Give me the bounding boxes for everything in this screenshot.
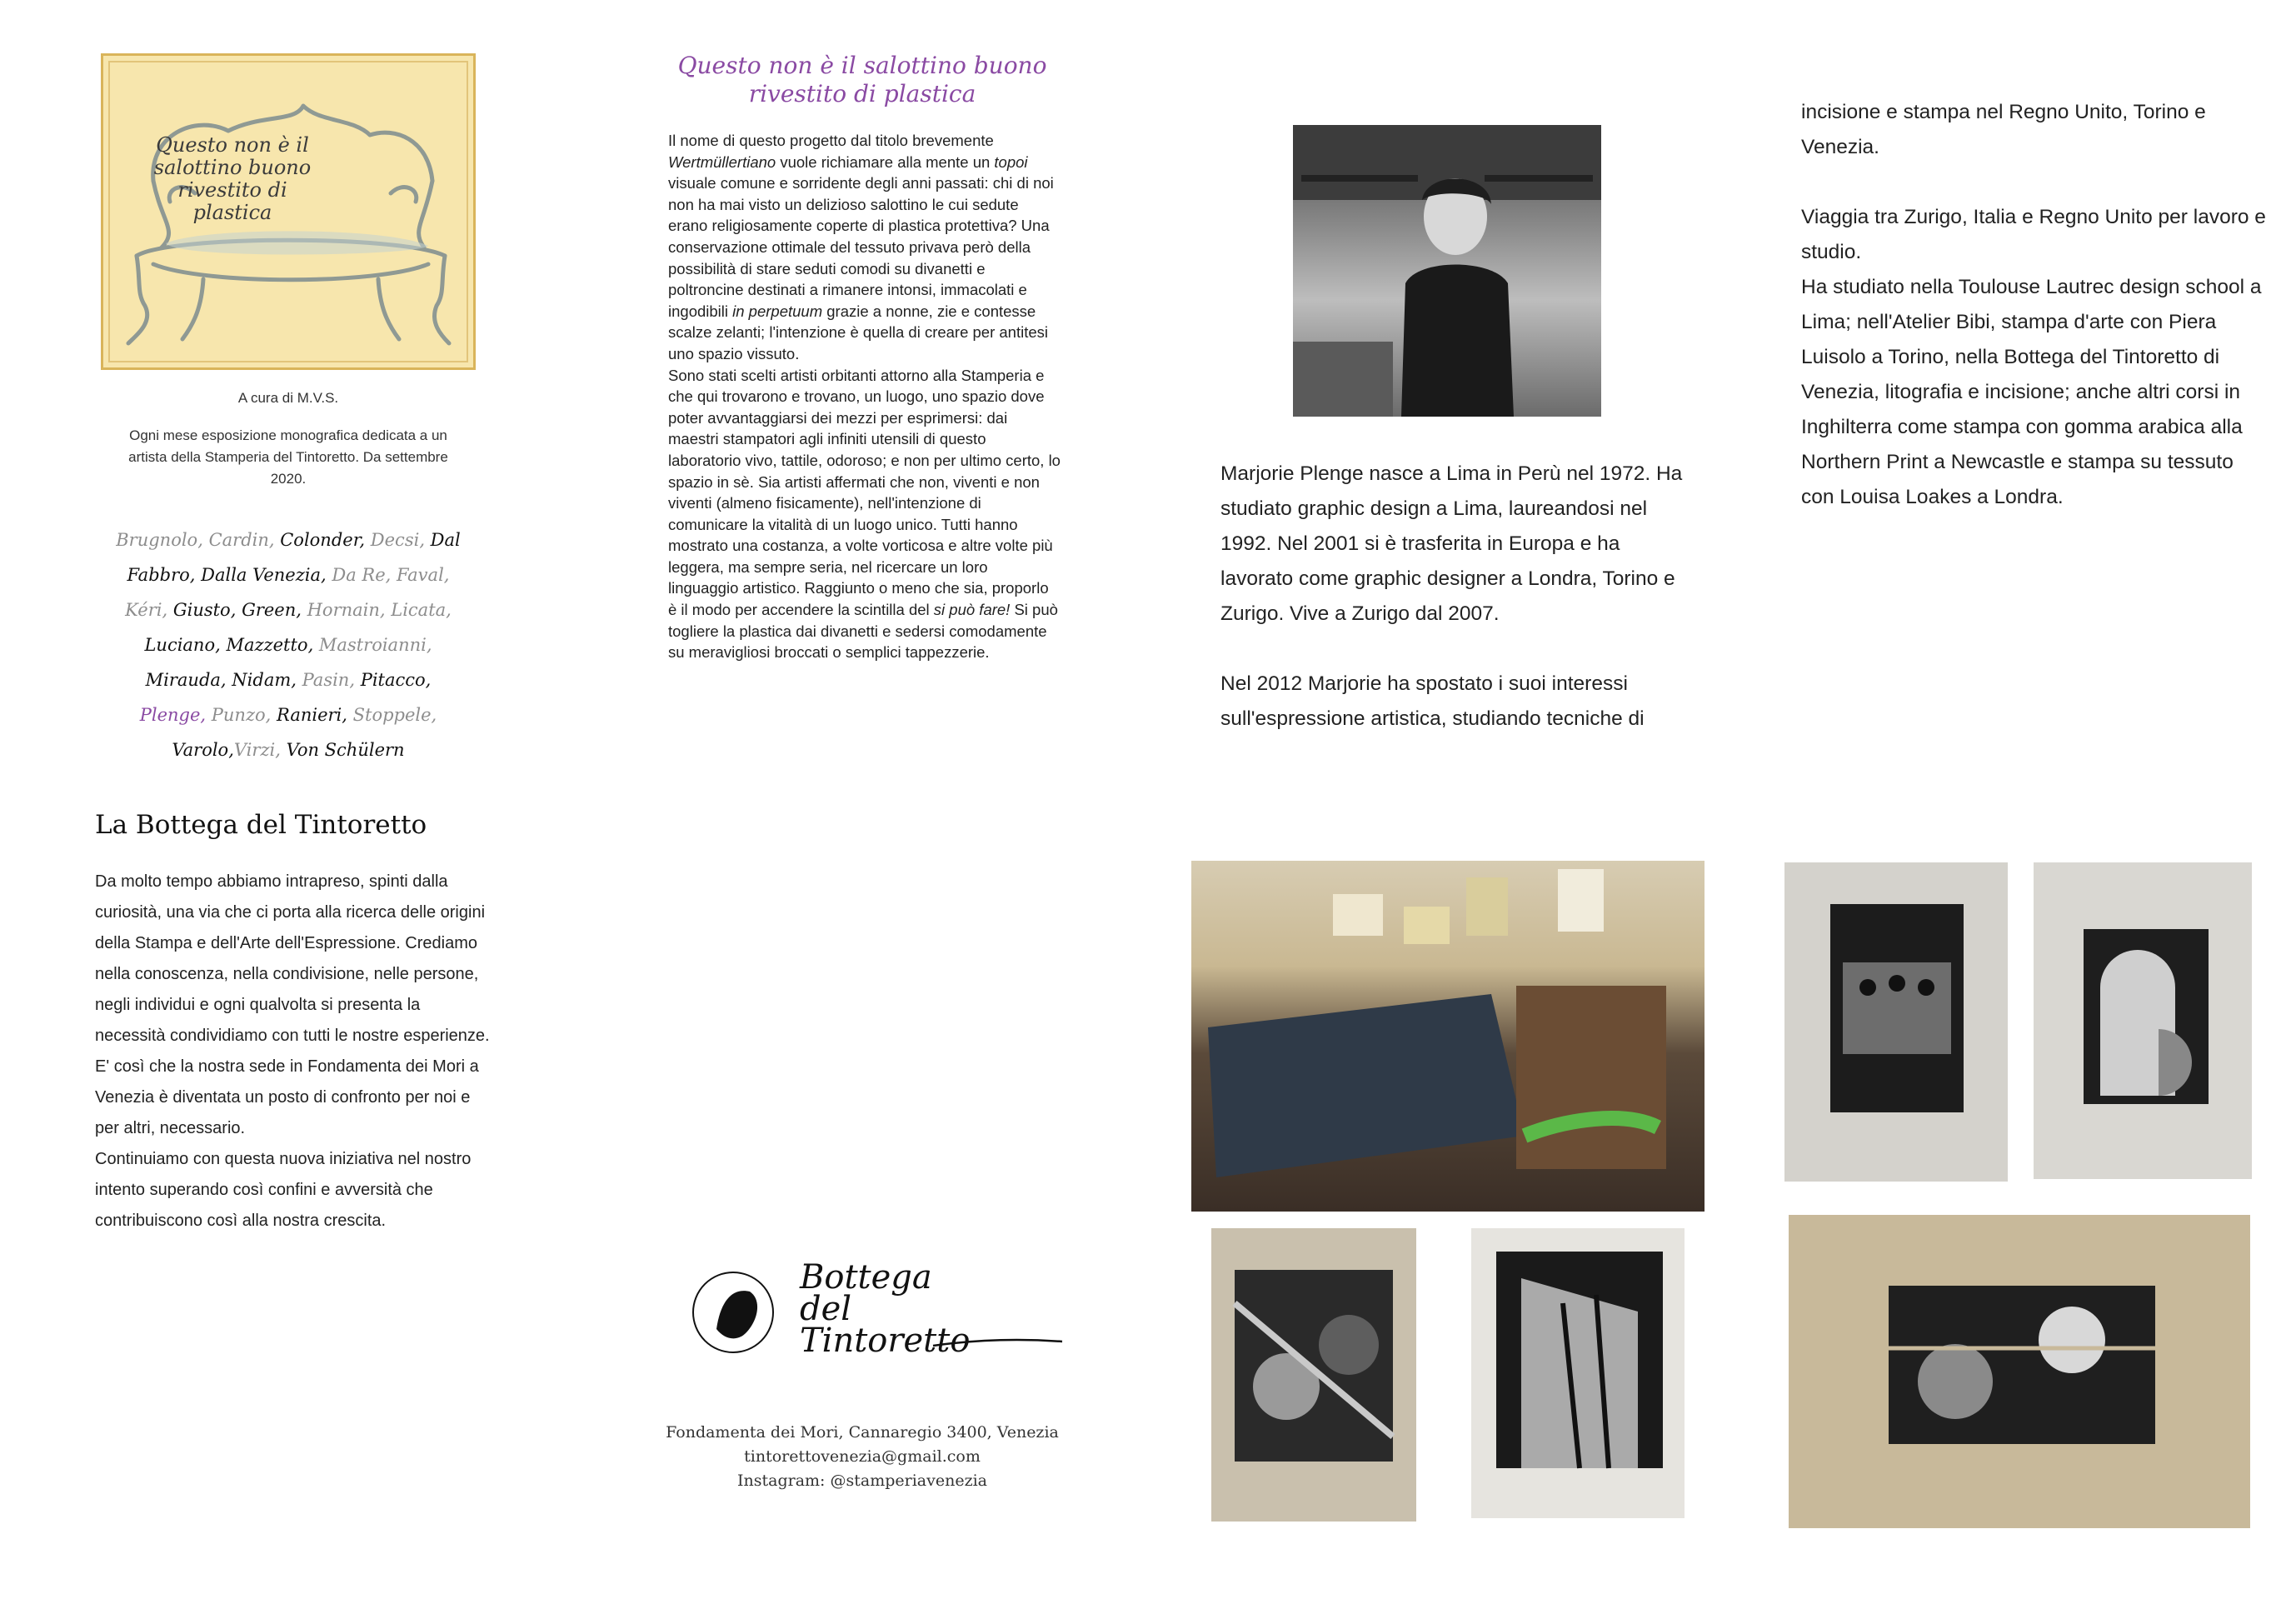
artist-name: Dal (430, 530, 461, 550)
print-artwork (2034, 862, 2252, 1179)
contacts (658, 1421, 1066, 1493)
print-artwork (1789, 1215, 2250, 1528)
intro-text-run: visuale comune e sorridente degli anni passati: chi di noi non ha mai visto un delizioso salottino le cui sedute erano religiosamente coperte di plastica protettiva? Una conservazione ottimale del tessuto privava però della possibilità di stare seduti comodi su divanetti e poltroncine destinati a rimanere intonsi, immacolati e ingodibili (668, 174, 1054, 320)
artist-name: Fabbro, (127, 565, 202, 585)
bottega-paragraph: Continuiamo con questa nuova iniziativa nel nostro intento superando così confini e avversità che contribuiscono così alla nostra crescita. (95, 1150, 472, 1230)
print-artwork (1784, 862, 2008, 1182)
artists-line (108, 662, 468, 697)
artist-bio-part-2 (1801, 95, 2268, 515)
artist-name: Da Re, (332, 565, 397, 585)
cover-image (101, 53, 476, 370)
bottega-paragraph: E' così che la nostra sede in Fondamenta dei Mori a Venezia è diventata un posto di confronto per noi e per altri, necessario. (95, 1057, 479, 1137)
artist-name: Pasin, (302, 670, 361, 690)
artist-name: Von Schülern (286, 740, 405, 760)
bottega-paragraph: Da molto tempo abbiamo intrapreso, spinti dalla curiosità, una via che ci porta alla ricerca delle origini della Stampa e dell'Arte dell'Espressione. Crediamo nella conoscenza, nella condivisione, nelle persone, negli individui e ogni qualvolta si presenta la necessità condividiamo con tutti le nostre esperienze. (95, 872, 490, 1045)
artist-name: Mastroianni, (318, 635, 432, 655)
artist-name: Cardin, (208, 530, 281, 550)
artist-portrait (1293, 125, 1601, 417)
artist-name: Luciano, (144, 635, 227, 655)
bottega-logo (683, 1250, 1066, 1375)
intro-text-run: grazie a nonne, zie e contesse scalze zelanti; l'intenzione è quella di creare per antitesi uno spazio vissuto. (668, 302, 1049, 362)
artists-list (108, 522, 468, 767)
intro-text-run: Il nome di questo progetto dal titolo brevemente (668, 132, 994, 149)
artist-name: Pitacco, (360, 670, 432, 690)
intro-text-run: Wertmüllertiano (668, 152, 776, 171)
artist-name: Kéri, (125, 600, 173, 620)
artist-name: Mazzetto, (226, 635, 319, 655)
artist-name: Virzi, (233, 740, 287, 760)
intro-text-run: in perpetuum (732, 302, 823, 320)
artist-name: Brugnolo, (116, 530, 209, 550)
artist-name: Colonder, (280, 530, 371, 550)
curator-credit: A cura di M.V.S. (237, 390, 339, 406)
artists-line (108, 557, 468, 592)
intro-text-run: Sono stati scelti artisti orbitanti attorno alla Stamperia e che qui trovarono e trovano, un luogo, uno spazio dove poter avvantaggiarsi dei mezzi per esprimersi: dai maestri stampatori agli infiniti utensili di questo laboratorio vivo, tattile, odoroso; e non per ultimo certo, lo spazio in sè. Sia artisti affermati che non, viventi e non viventi (almeno fisicamente), nell'intenzione di comunicare la vitalità di un luogo unico. Tutti hanno mostrato una costanza, a volte vorticosa e altre volte più leggera, ma sempre seria, nel ricercare un loro linguaggio artistico. Raggiunto o meno che sia, proporlo è il modo per accendere la scintilla del (668, 366, 1061, 619)
artist-name: Plenge, (139, 705, 212, 725)
artists-line (108, 592, 468, 627)
artist-name: Mirauda, (145, 670, 232, 690)
intro-text-run: si può fare! (933, 601, 1011, 619)
artist-name: Green, (242, 600, 307, 620)
artist-name: Stoppele, (352, 705, 437, 725)
artist-name: Decsi, (370, 530, 431, 550)
artist-bio-part-1 (1220, 457, 1687, 737)
artist-name: Faval, (397, 565, 450, 585)
artist-name: Punzo, (211, 705, 277, 725)
artist-name: Giusto, (172, 600, 242, 620)
email-link[interactable]: tintorettovenezia@gmail.com (744, 1447, 981, 1466)
bio-paragraph: Viaggia tra Zurigo, Italia e Regno Unito per lavoro e studio. (1801, 206, 2266, 263)
artists-line (108, 522, 468, 557)
artists-line (108, 627, 468, 662)
print-artwork (1471, 1228, 1685, 1518)
instagram-link[interactable]: Instagram: @stamperiavenezia (737, 1472, 987, 1490)
bottega-heading: La Bottega del Tintoretto (95, 810, 427, 840)
cover-title: Questo non è il salottino buono rivestito di plastica (153, 133, 312, 224)
studio-photo (1191, 861, 1705, 1212)
bio-paragraph: Nel 2012 Marjorie ha spostato i suoi interessi sull'espressione artistica, studiando tecniche di (1220, 672, 1645, 730)
intro-text-run: vuole richiamare alla mente un (776, 152, 995, 171)
exhibition-description: Ogni mese esposizione monografica dedicata a un artista della Stamperia del Tintoretto. Da settembre 2020. (128, 427, 448, 487)
intro-body (668, 130, 1061, 663)
artist-name: Ranieri, (277, 705, 353, 725)
intro-text-run: topoi (994, 152, 1028, 171)
bio-paragraph: incisione e stampa nel Regno Unito, Torino e Venezia. (1801, 101, 2206, 158)
intro-title: Questo non è il salottino buono rivestito di plastica (677, 52, 1047, 107)
artists-line (108, 697, 468, 732)
address: Fondamenta dei Mori, Cannaregio 3400, Venezia (666, 1423, 1059, 1442)
artists-line (108, 732, 468, 767)
bio-paragraph: Marjorie Plenge nasce a Lima in Perù nel 1972. Ha studiato graphic design a Lima, laureandosi nel 1992. Nel 2001 si è trasferita in Europa e ha lavorato come graphic designer a Londra, Torino e Zurigo. Vive a Zurigo dal 2007. (1220, 462, 1683, 625)
artist-name: Hornain, (307, 600, 392, 620)
artist-name: Varolo, (172, 740, 234, 760)
artist-name: Dalla Venezia, (201, 565, 332, 585)
artist-name: Nidam, (232, 670, 302, 690)
logo-wordmark: Bottega del Tintoretto (800, 1258, 971, 1360)
bio-paragraph: Ha studiato nella Toulouse Lautrec design school a Lima; nell'Atelier Bibi, stampa d'arte con Piera Luisolo a Torino, nella Bottega del Tintoretto di Venezia, litografia e incisione; anche altri corsi in Inghilterra come stampa con gomma arabica alla Northern Print a Newcastle e stampa su tessuto con Louisa Loakes a Londra. (1801, 276, 2262, 508)
artist-name: Licata, (391, 600, 452, 620)
intro-text-run: Si può togliere la plastica dai divanetti e sedersi comodamente su meravigliosi broccati o semplici tappezzerie. (668, 601, 1058, 662)
bottega-body (95, 867, 495, 1237)
print-artwork (1211, 1228, 1416, 1522)
